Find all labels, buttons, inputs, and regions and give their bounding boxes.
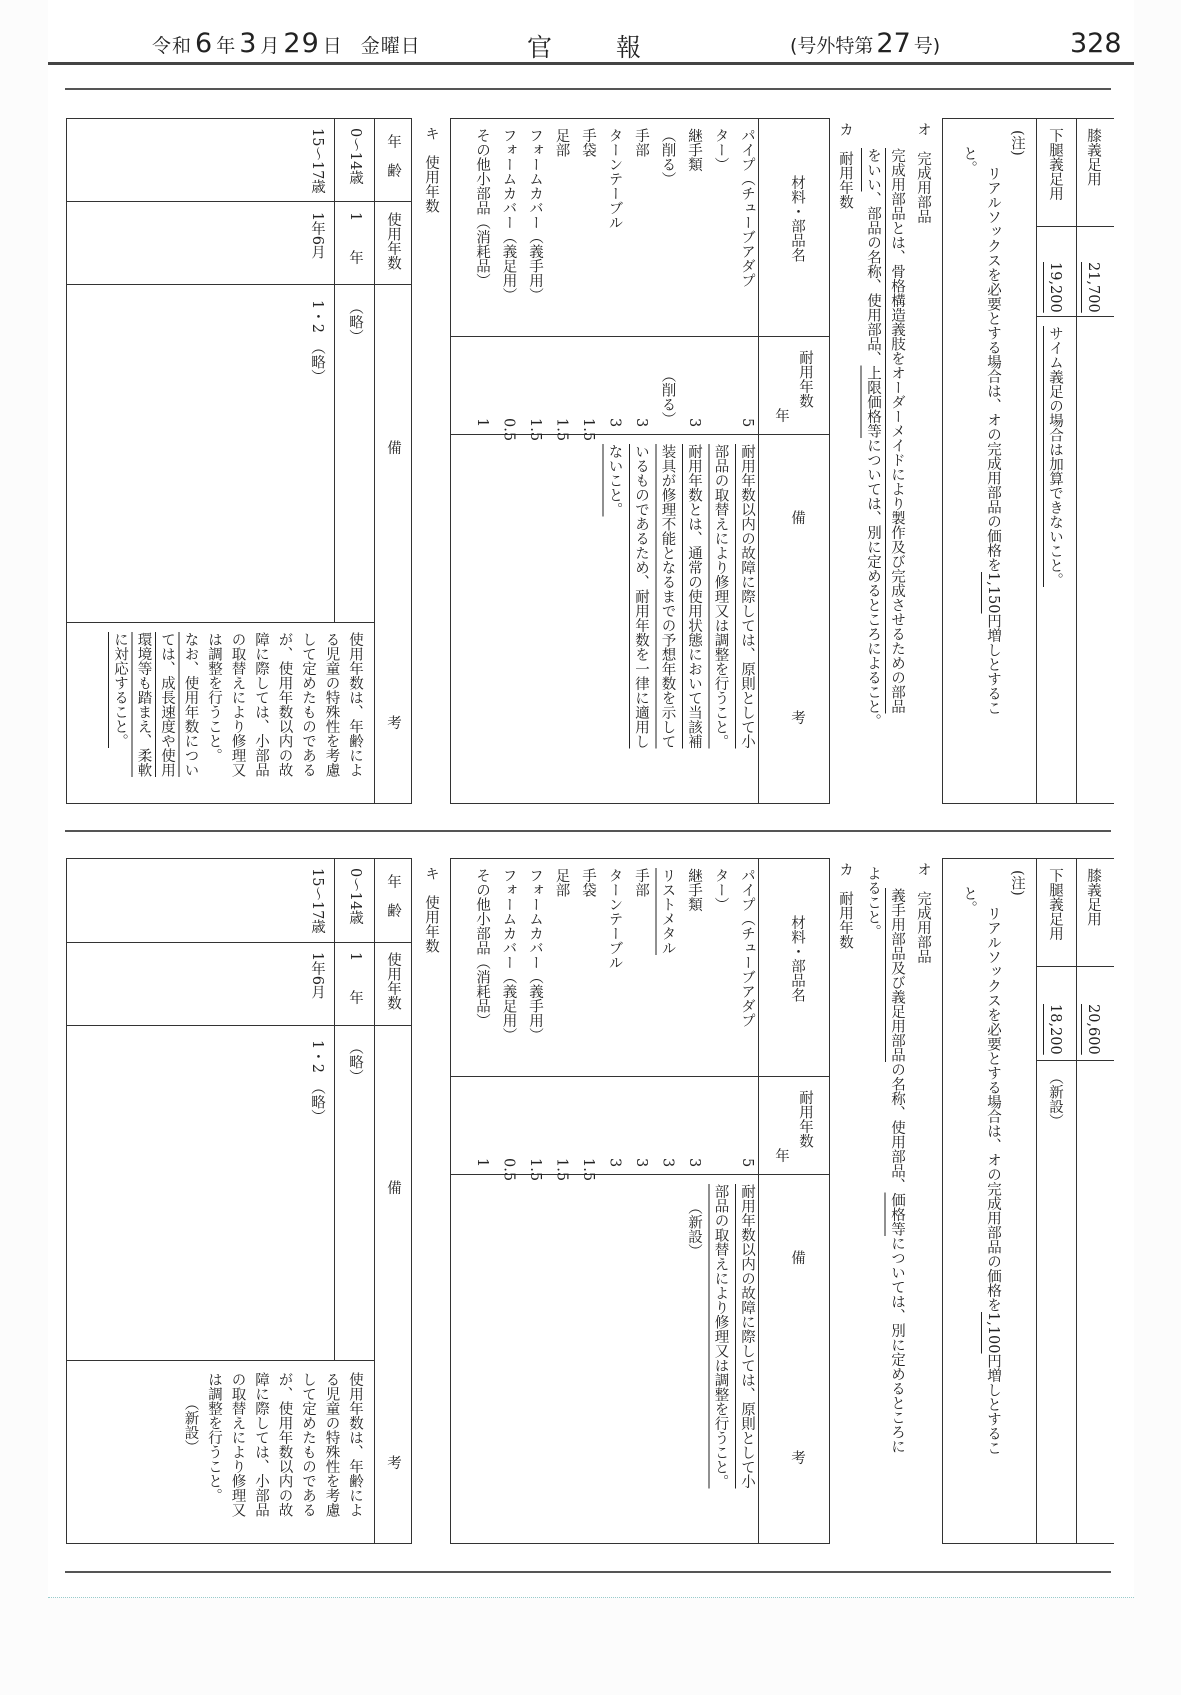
col-header-years: 耐用年数	[797, 1090, 813, 1148]
year-suffix: 年	[216, 35, 237, 57]
part-years-value: 3	[686, 418, 702, 428]
text-part: については、別に定めるところに	[889, 1236, 905, 1454]
usage-remarks: （略）	[347, 300, 363, 344]
usage-remarks: 1・2 （略）	[309, 1040, 325, 1124]
usage-header-divider	[374, 118, 375, 804]
price-col-divider	[1076, 858, 1077, 1544]
section-heading-ka: カ 耐用年数	[837, 862, 853, 949]
part-name: フォームカバー（義足用）	[500, 868, 517, 1042]
issue-suffix: 号)	[913, 35, 941, 57]
price-table	[942, 118, 1114, 804]
price-label: 下腿義足用	[1047, 868, 1063, 941]
part-years-value: 3	[633, 1158, 649, 1168]
note-text: と。	[961, 886, 977, 915]
issue-prefix: (号外特第	[790, 35, 874, 57]
col-header-years: 耐用年数	[797, 350, 813, 408]
price-col-divider	[1036, 858, 1037, 1544]
col-header-remarks: 考	[789, 710, 805, 725]
usage-remark-line: 使用年数は、年齢によ	[347, 1372, 363, 1517]
usage-remark-line: 障に際しては、小部品	[253, 1372, 269, 1517]
usage-years: 1年6月	[309, 952, 325, 1000]
part-years-value: 3	[606, 1158, 623, 1168]
price-col-divider	[1076, 118, 1077, 804]
usage-age: 15〜17歳	[309, 128, 325, 194]
usage-remark-line: 使用年数は、年齢によ	[347, 632, 363, 777]
part-years-value: 3	[606, 418, 623, 428]
col-header-remarks: 備	[789, 1250, 805, 1265]
part-years-value: 1	[474, 1158, 490, 1168]
page-number: 328	[1070, 28, 1122, 59]
part-remark: 部品の取替えにより修理又は調整を行うこと。	[712, 444, 729, 749]
usage-remark-line: 環境等も踏まえ、柔軟	[135, 632, 152, 777]
text-part: の名称、使用部品、	[889, 1062, 905, 1193]
part-name: リストメタル	[659, 868, 676, 955]
usage-remark-line: に対応すること。	[112, 632, 128, 748]
part-years-value: 5	[739, 418, 755, 428]
part-name: その他小部品（消耗品）	[474, 868, 490, 1028]
part-remark: 耐用年数以内の故障に際しては、原則として小	[739, 1184, 755, 1489]
month: 3	[239, 28, 258, 59]
part-name: ター）	[712, 128, 729, 172]
price-label: 膝義足用	[1085, 128, 1101, 186]
usage-header-divider	[374, 858, 375, 1544]
part-name: （削る）	[659, 128, 676, 186]
page-edge	[48, 1597, 1134, 1598]
note-mark: (注)	[1009, 130, 1025, 156]
price-col-divider	[1036, 118, 1037, 804]
text-part: 上限価格等	[865, 365, 881, 438]
part-name: ターンテーブル	[606, 868, 623, 970]
part-name: 継手類	[686, 128, 702, 172]
price-row-divider	[1036, 226, 1114, 227]
text-part: 価格等	[889, 1192, 905, 1236]
weekday: 金曜日	[360, 35, 421, 57]
part-name: 足部	[553, 128, 570, 157]
usage-col-divider	[66, 284, 412, 285]
text-part: については、別に定めるところによること。	[865, 438, 881, 728]
usage-col-divider	[66, 201, 412, 202]
usage-header-remarks: 備	[385, 440, 401, 455]
note-text: と。	[961, 146, 977, 175]
part-name: 手袋	[580, 868, 596, 897]
usage-header-remarks: 備	[385, 1180, 401, 1195]
issue-date	[152, 28, 421, 60]
section-heading-o: オ 完成用部品	[915, 862, 931, 964]
section-heading-o: オ 完成用部品	[915, 122, 931, 224]
col-header-name: 材料・部品名	[789, 915, 805, 1002]
part-years-value: 1.5	[580, 1158, 596, 1182]
col-header-unit: 年	[773, 1148, 789, 1163]
usage-header-years: 使用年数	[385, 212, 401, 270]
gazette-title	[527, 28, 705, 60]
usage-remarks: 1・2 （略）	[309, 300, 325, 384]
usage-col-divider	[66, 1360, 374, 1361]
part-years-value: 5	[739, 1158, 755, 1168]
part-years-value: 1	[474, 418, 490, 428]
usage-age: 0〜14歳	[347, 868, 363, 925]
usage-years: 1年6月	[309, 212, 325, 260]
part-remark: 耐用年数とは、通常の使用状態において当該補	[686, 444, 702, 749]
price-row-divider	[1036, 1060, 1114, 1061]
part-years-value: 3	[633, 418, 649, 428]
paragraph	[886, 888, 908, 1454]
part-years-value: 1.5	[553, 1158, 570, 1182]
usage-row-divider	[334, 118, 335, 623]
part-years-value: 0.5	[500, 418, 517, 442]
usage-remark-line: ては、成長速度や使用	[159, 632, 175, 777]
usage-header-years: 使用年数	[385, 952, 401, 1010]
part-years-value: 1.5	[527, 1158, 543, 1182]
part-name: その他小部品（消耗品）	[474, 128, 490, 288]
price-value: 21,700	[1085, 262, 1101, 313]
part-name: パイプ（チューブアダプ	[739, 128, 755, 288]
price-label: 膝義足用	[1085, 868, 1101, 926]
section-rule-bottom	[65, 1571, 1111, 1573]
part-name: ター）	[712, 868, 729, 912]
note-amount: 1,150	[985, 572, 1001, 614]
section-heading-ki: キ 使用年数	[423, 866, 439, 953]
usage-age: 15〜17歳	[309, 868, 325, 934]
table-col-divider	[450, 1076, 830, 1077]
table-col-divider	[450, 336, 830, 337]
part-years-value: 0.5	[500, 1158, 517, 1182]
day-suffix: 日	[322, 35, 343, 57]
usage-remarks: （略）	[347, 1040, 363, 1084]
text-part: をいい	[865, 148, 881, 192]
part-name: フォームカバー（義手用）	[527, 128, 543, 302]
year: 6	[195, 28, 214, 59]
usage-remark-line: が、使用年数以内の故	[276, 632, 293, 777]
part-name: 継手類	[686, 868, 702, 912]
usage-remark-line: 障に際しては、小部品	[253, 632, 269, 777]
section-heading-ka: カ 耐用年数	[837, 122, 853, 209]
part-years-value: 3	[686, 1158, 702, 1168]
text-part: 、部品の名称、使用部品、	[865, 191, 881, 366]
part-years-value: 1.5	[580, 418, 596, 442]
part-name: 手袋	[580, 128, 596, 157]
col-header-remarks: 考	[789, 1450, 805, 1465]
note-mark: (注)	[1009, 870, 1025, 896]
issue-number	[790, 28, 940, 60]
price-label: 下腿義足用	[1047, 128, 1063, 201]
usage-remark-line: なお、使用年数につい	[182, 632, 199, 777]
section-rule-top	[65, 88, 1111, 90]
part-remark: 装具が修理不能となるまでの予想年数を示して	[659, 444, 676, 749]
table-header-divider	[758, 118, 759, 804]
usage-header-age: 年 齢	[385, 874, 401, 918]
price-value: 18,200	[1047, 1004, 1063, 1055]
part-name: パイプ（チューブアダプ	[739, 868, 755, 1028]
usage-years: 1 年	[347, 212, 363, 265]
note-text-part: リアルソックスを必要とする場合は、オの完成用部品の価格を	[985, 906, 1001, 1312]
price-note: サイム義足の場合は加算できないこと。	[1047, 326, 1063, 587]
paragraph	[862, 148, 884, 728]
table-header-divider	[758, 858, 759, 1544]
price-row-divider	[1036, 966, 1114, 967]
note-text-part: リアルソックスを必要とする場合は、オの完成用部品の価格を	[985, 166, 1001, 572]
usage-remark-line: して定めたものである	[300, 1372, 316, 1517]
col-header-name: 材料・部品名	[789, 175, 805, 262]
col-header-remarks: 備	[789, 510, 805, 525]
part-remark: 耐用年数以内の故障に際しては、原則として小	[739, 444, 755, 749]
col-header-unit: 年	[773, 408, 789, 423]
usage-col-divider	[66, 622, 374, 623]
note-text-part: 円増しとするこ	[985, 1353, 1001, 1456]
part-name: 手部	[633, 128, 649, 157]
usage-header-age: 年 齢	[385, 134, 401, 178]
part-name: フォームカバー（義足用）	[500, 128, 517, 302]
part-name: 手部	[633, 868, 649, 897]
price-note: （新設）	[1047, 1070, 1063, 1128]
usage-remark-line: が、使用年数以内の故	[276, 1372, 293, 1517]
usage-remark-line: る児童の特殊性を考慮	[323, 1372, 340, 1517]
usage-header-remarks: 考	[385, 715, 401, 730]
price-row-divider	[1036, 316, 1114, 317]
part-name: 足部	[553, 868, 570, 897]
usage-years: 1 年	[347, 952, 363, 1005]
note-text-part: 円増しとするこ	[985, 613, 1001, 716]
part-remark: （新設）	[686, 1200, 702, 1258]
usage-header-remarks: 考	[385, 1455, 401, 1470]
title-char-2: 報	[616, 33, 642, 62]
section-heading-ki: キ 使用年数	[423, 126, 439, 213]
paragraph: よること。	[865, 866, 881, 939]
price-table	[942, 858, 1114, 1544]
part-years-value: （削る）	[659, 368, 676, 426]
note-amount: 1,100	[985, 1312, 1001, 1354]
usage-row-divider	[334, 858, 335, 1360]
usage-col-divider	[66, 942, 412, 943]
usage-remark-line: して定めたものである	[300, 632, 316, 777]
usage-remark-line: る児童の特殊性を考慮	[323, 632, 340, 777]
usage-col-divider	[66, 1025, 412, 1026]
part-remark: ないこと。	[606, 444, 623, 517]
usage-remark-line: （新設）	[182, 1396, 199, 1454]
part-name: ターンテーブル	[606, 128, 623, 230]
usage-remark-line: の取替えにより修理又	[229, 1372, 246, 1517]
price-value: 19,200	[1047, 262, 1063, 313]
part-name: フォームカバー（義手用）	[527, 868, 543, 1042]
price-value: 20,600	[1085, 1004, 1101, 1055]
section-divider	[65, 830, 1111, 832]
usage-age: 0〜14歳	[347, 128, 363, 185]
note-text	[982, 906, 1004, 1455]
month-suffix: 月	[260, 35, 281, 57]
usage-remark-line: の取替えにより修理又	[229, 632, 246, 777]
usage-remark-line: は調整を行うこと。	[206, 632, 222, 763]
header-rule	[48, 62, 1134, 65]
title-char-1: 官	[527, 33, 553, 62]
note-text	[982, 166, 1004, 715]
paragraph: 完成用部品とは、骨格構造義肢をオーダーメイドにより製作及び完成させるための部品	[889, 148, 905, 714]
text-part: 義手用部品及び義足用部品	[889, 888, 905, 1062]
era: 令和	[152, 35, 193, 57]
part-years-value: 3	[659, 1158, 676, 1168]
issue-num: 27	[876, 28, 911, 59]
part-years-value: 1.5	[527, 418, 543, 442]
usage-remark-line: は調整を行うこと。	[206, 1372, 222, 1503]
part-years-value: 1.5	[553, 418, 570, 442]
part-remark: 部品の取替えにより修理又は調整を行うこと。	[712, 1184, 729, 1489]
part-remark: いるものであるため、耐用年数を一律に適用し	[633, 444, 649, 749]
day: 29	[283, 28, 320, 59]
